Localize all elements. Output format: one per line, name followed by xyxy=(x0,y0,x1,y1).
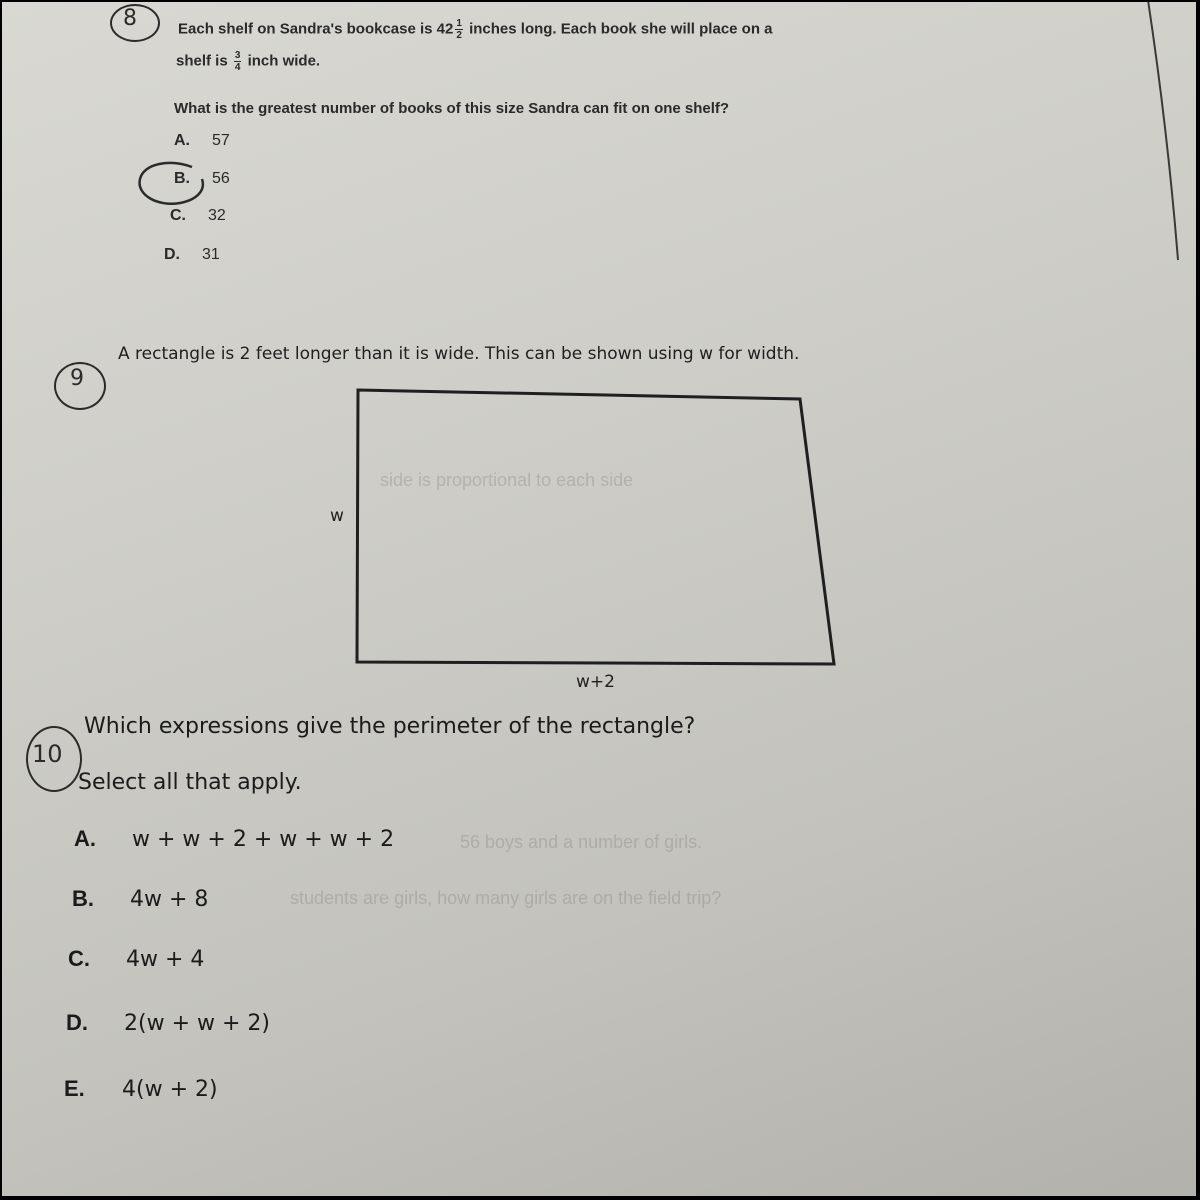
q8-line2-rest: inch wide. xyxy=(247,52,321,70)
q8-line1-text: Each shelf on Sandra's bookcase is 42 xyxy=(178,20,454,38)
q8-line1-rest: inches long. Each book she will place on a xyxy=(469,20,773,38)
option-value: 56 xyxy=(212,170,230,187)
option-letter: B. xyxy=(72,886,94,911)
bleed-through-text: students are girls, how many girls are on the field trip? xyxy=(290,888,722,908)
question-10-prompt: Which expressions give the perimeter of the rectangle? xyxy=(84,714,696,739)
option-value: w + w + 2 + w + w + 2 xyxy=(132,827,395,852)
option-value: 2(w + w + 2) xyxy=(124,1011,270,1036)
q10-option-b[interactable] xyxy=(72,886,208,912)
q8-line2-text: shelf is xyxy=(176,52,228,70)
option-letter: C. xyxy=(68,946,90,971)
option-value: 4(w + 2) xyxy=(122,1077,218,1102)
option-value: 31 xyxy=(202,246,220,263)
option-value: 4w + 8 xyxy=(130,887,209,912)
photo-border-top xyxy=(0,0,1200,2)
question-9-text: A rectangle is 2 feet longer than it is wide. This can be shown using w for width. xyxy=(118,344,800,364)
rectangle-width-label: w xyxy=(330,506,344,526)
photo-border-bottom xyxy=(0,1196,1200,1200)
option-letter: B. xyxy=(174,170,190,187)
q10-option-d[interactable] xyxy=(66,1010,270,1036)
q10-option-e[interactable] xyxy=(64,1076,218,1102)
question-10-instruction: Select all that apply. xyxy=(78,770,302,795)
fraction-numerator: 3 xyxy=(234,50,241,61)
photo-border-right xyxy=(1196,0,1200,1200)
fraction-denominator: 4 xyxy=(234,62,241,73)
option-letter: C. xyxy=(170,207,186,224)
option-letter: A. xyxy=(74,826,96,851)
q10-option-a[interactable] xyxy=(74,826,394,852)
option-letter: A. xyxy=(174,132,190,149)
question-9-number: 9 xyxy=(70,366,84,391)
fraction-denominator: 2 xyxy=(456,30,462,41)
option-letter: E. xyxy=(64,1076,85,1101)
fraction-numerator: 1 xyxy=(456,18,462,29)
option-value: 4w + 4 xyxy=(126,947,205,972)
option-letter: D. xyxy=(66,1010,88,1035)
bleed-through-text: 56 boys and a number of girls. xyxy=(460,832,703,852)
option-value: 57 xyxy=(212,132,230,149)
q10-option-c[interactable] xyxy=(68,946,204,972)
photo-border-left xyxy=(0,0,2,1200)
option-value: 32 xyxy=(208,207,226,224)
question-8-number: 8 xyxy=(123,6,137,31)
rectangle-length-label: w+2 xyxy=(576,672,615,692)
option-letter: D. xyxy=(164,246,180,263)
question-10-number: 10 xyxy=(32,740,63,768)
question-8-prompt: What is the greatest number of books of this size Sandra can fit on one shelf? xyxy=(174,100,730,117)
bleed-through-text: side is proportional to each side xyxy=(380,470,634,490)
